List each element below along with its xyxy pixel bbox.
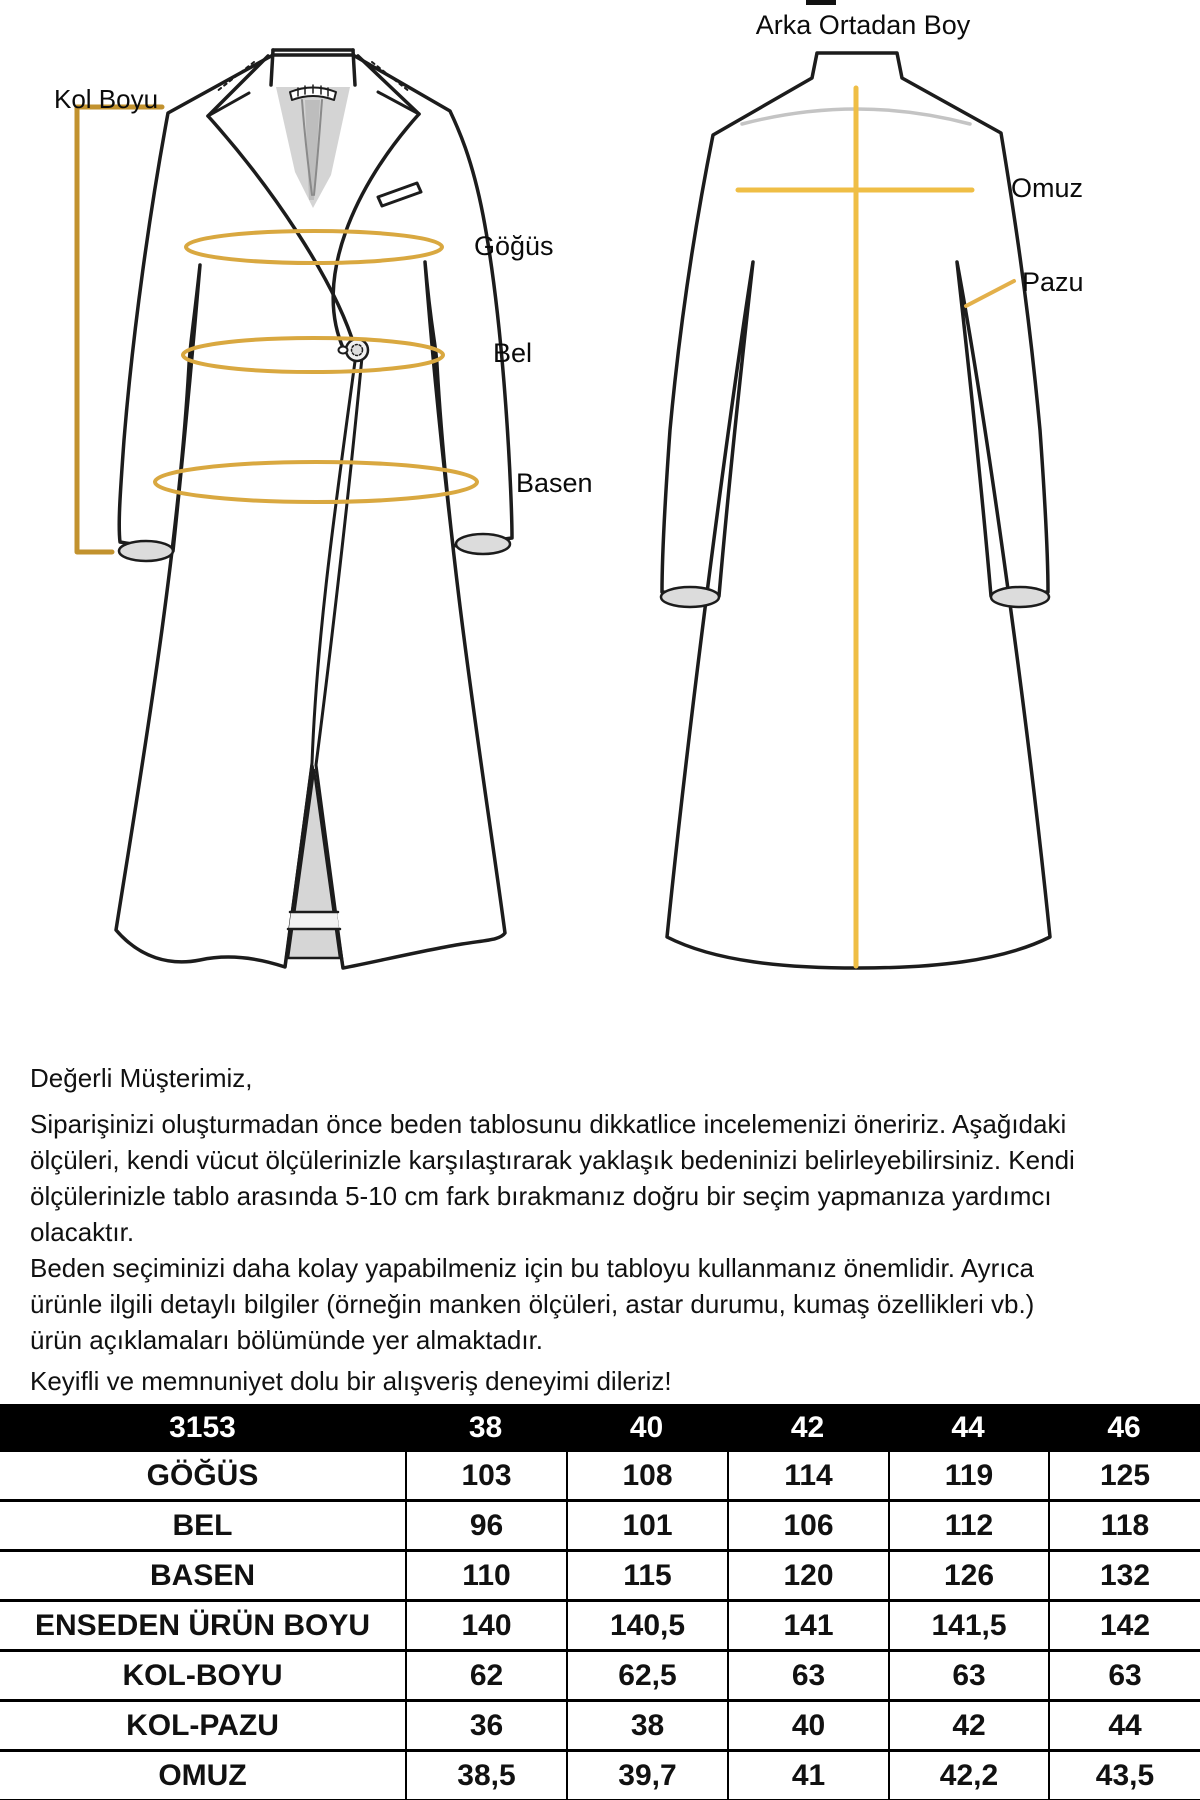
intro-line: ürün açıklamaları bölümünde yer almaktadır. (30, 1325, 544, 1355)
intro-line: Beden seçiminizi daha kolay yapabilmeniz için bu tabloyu kullanmanız önemlidir. Ayrıca (30, 1253, 1034, 1283)
bicep-label: Pazu (1022, 267, 1084, 297)
table-cell: 38,5 (405, 1752, 566, 1799)
row-label: GÖĞÜS (146, 1458, 259, 1492)
shoulder-label: Omuz (1011, 173, 1084, 203)
table-cell: 40 (727, 1702, 888, 1749)
table-cell: 36 (405, 1702, 566, 1749)
table-cell: 114 (727, 1452, 888, 1499)
table-row (0, 1652, 1200, 1702)
hip-label: Basen (516, 468, 593, 498)
row-label: OMUZ (158, 1758, 247, 1792)
back-coat-drawing (661, 53, 1050, 968)
table-cell: 101 (566, 1502, 727, 1549)
table-cell: 142 (1048, 1602, 1200, 1649)
front-left-cuff (119, 541, 173, 561)
hem-slit-band (289, 913, 339, 928)
table-cell: 44 (1048, 1702, 1200, 1749)
table-header-size: 42 (790, 1411, 825, 1444)
back-center-length-label: Arka Ortadan Boy (755, 10, 971, 40)
table-cell: 140,5 (566, 1602, 727, 1649)
table-cell: 125 (1048, 1452, 1200, 1499)
table-cell: 106 (727, 1502, 888, 1549)
table-cell: 112 (888, 1502, 1048, 1549)
table-cell: 41 (727, 1752, 888, 1799)
size-table-body (0, 1452, 1200, 1800)
table-row (0, 1552, 1200, 1602)
back-left-cuff (661, 587, 719, 607)
table-header-size: 46 (1107, 1411, 1141, 1444)
table-header-size: 40 (629, 1411, 664, 1444)
row-label: ENSEDEN ÜRÜN BOYU (34, 1608, 371, 1642)
table-cell: 38 (566, 1702, 727, 1749)
row-label: KOL-BOYU (122, 1658, 283, 1692)
table-cell: 132 (1048, 1552, 1200, 1599)
table-cell: 103 (405, 1452, 566, 1499)
row-label: BEL (172, 1508, 233, 1542)
intro-line: ürünle ilgili detaylı bilgiler (örneğin manken ölçüleri, astar durumu, kumaş özellikleri vb.) (30, 1289, 1035, 1319)
front-collar-right (353, 50, 355, 85)
table-header-size: 44 (951, 1411, 985, 1444)
front-collar-left (271, 50, 273, 85)
chest-label: Göğüs (474, 231, 554, 261)
intro-lines (30, 1106, 1180, 1358)
table-row (0, 1702, 1200, 1752)
table-cell: 118 (1048, 1502, 1200, 1549)
row-label: BASEN (149, 1558, 255, 1592)
front-right-cuff (456, 534, 510, 554)
front-button-loop (339, 347, 348, 354)
table-cell: 62 (405, 1652, 566, 1699)
table-row (0, 1752, 1200, 1800)
table-header-size: 38 (468, 1411, 503, 1444)
sleeve-length-label: Kol Boyu (54, 84, 159, 114)
table-header-model: 3153 (169, 1411, 236, 1444)
waist-label: Bel (493, 338, 533, 368)
intro-text (30, 1060, 1180, 1399)
table-cell: 63 (727, 1652, 888, 1699)
size-table-header (0, 1404, 1200, 1452)
intro-line: olacaktır. (30, 1217, 135, 1247)
table-cell: 141,5 (888, 1602, 1048, 1649)
back-right-cuff (991, 587, 1049, 607)
closing-line: Keyifli ve memnuniyet dolu bir alışveriş deneyimi dileriz! (30, 1366, 672, 1396)
table-cell: 96 (405, 1502, 566, 1549)
size-table (0, 1404, 1200, 1800)
front-button-inner (352, 345, 363, 356)
table-cell: 141 (727, 1602, 888, 1649)
table-cell: 140 (405, 1602, 566, 1649)
table-cell: 115 (566, 1552, 727, 1599)
table-row (0, 1452, 1200, 1502)
table-cell: 42,2 (888, 1752, 1048, 1799)
greeting: Değerli Müşterimiz, (30, 1063, 253, 1093)
table-cell: 110 (405, 1552, 566, 1599)
table-cell: 39,7 (566, 1752, 727, 1799)
table-row (0, 1502, 1200, 1552)
table-cell: 120 (727, 1552, 888, 1599)
intro-line: Siparişinizi oluşturmadan önce beden tablosunu dikkatlice incelemenizi öneririz. Aşağıdaki (30, 1109, 1067, 1139)
row-label: KOL-PAZU (126, 1708, 279, 1742)
table-cell: 63 (888, 1652, 1048, 1699)
intro-line: ölçüleri, kendi vücut ölçülerinizle karşılaştırarak yaklaşık bedeninizi belirleyebilirsiniz. Kendi (30, 1145, 1075, 1175)
table-cell: 43,5 (1048, 1752, 1200, 1799)
table-cell: 42 (888, 1702, 1048, 1749)
intro-line: ölçülerinizle tablo arasında 5-10 cm fark bırakmanız doğru bir seçim yapmanıza yardımcı (30, 1181, 1052, 1211)
table-cell: 119 (888, 1452, 1048, 1499)
table-cell: 62,5 (566, 1652, 727, 1699)
table-cell: 63 (1048, 1652, 1200, 1699)
front-coat-drawing (77, 50, 512, 968)
table-cell: 126 (888, 1552, 1048, 1599)
table-cell: 108 (566, 1452, 727, 1499)
table-row (0, 1602, 1200, 1652)
